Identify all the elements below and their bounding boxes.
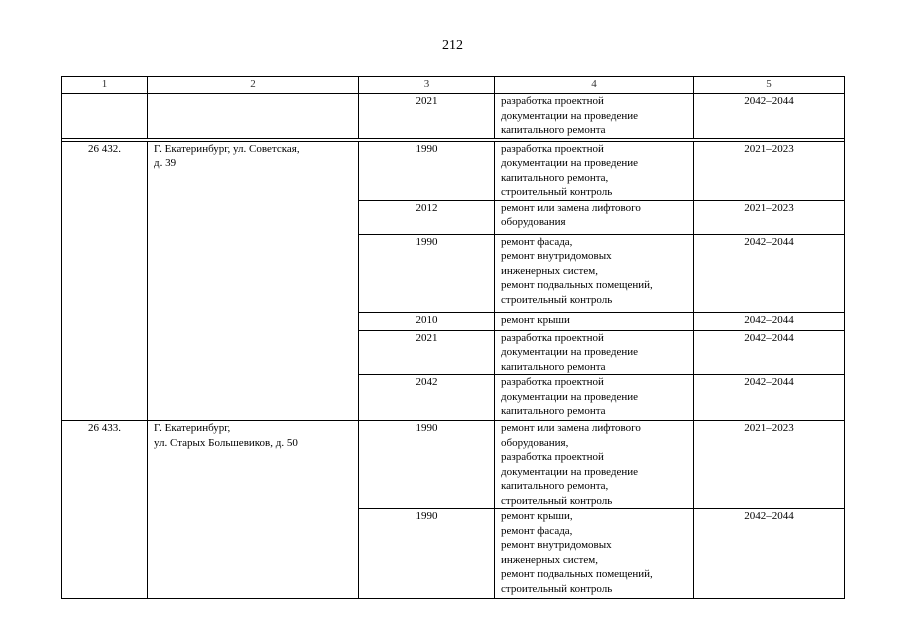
work-type-cell: разработка проектной документации на проведение капитального ремонта [495, 330, 694, 375]
object-number-cell: 26 432. [62, 141, 148, 421]
repair-schedule-table [61, 76, 845, 599]
period-cell: 2042–2044 [694, 94, 845, 139]
year-cell: 1990 [359, 234, 495, 312]
header-cell: 3 [359, 77, 495, 94]
period-cell: 2021–2023 [694, 421, 845, 509]
work-type-cell: разработка проектной документации на проведение капитального ремонта [495, 94, 694, 139]
work-type-cell: ремонт или замена лифтового оборудования [495, 200, 694, 234]
work-type-cell: ремонт крыши, ремонт фасада, ремонт внутридомовых инженерных систем, ремонт подвальных помещений, строительный контроль [495, 509, 694, 599]
work-type-cell: разработка проектной документации на проведение капитального ремонта, строительный контроль [495, 141, 694, 200]
address-cell: Г. Екатеринбург, ул. Советская, д. 39 [148, 141, 359, 421]
year-cell: 2010 [359, 312, 495, 330]
work-type-cell: ремонт или замена лифтового оборудования, разработка проектной документации на проведение капитального ремонта, строительный контроль [495, 421, 694, 509]
page-number: 212 [442, 38, 463, 53]
header-cell: 1 [62, 77, 148, 94]
table-row [62, 141, 845, 200]
header-cell: 4 [495, 77, 694, 94]
table-header-row [62, 77, 845, 94]
table-row [62, 421, 845, 509]
year-cell: 2021 [359, 330, 495, 375]
period-cell: 2021–2023 [694, 141, 845, 200]
header-cell: 5 [694, 77, 845, 94]
period-cell: 2042–2044 [694, 312, 845, 330]
period-cell: 2042–2044 [694, 509, 845, 599]
address-cell [148, 94, 359, 139]
work-type-cell: ремонт крыши [495, 312, 694, 330]
period-cell: 2042–2044 [694, 375, 845, 421]
period-cell: 2021–2023 [694, 200, 845, 234]
period-cell: 2042–2044 [694, 330, 845, 375]
header-cell: 2 [148, 77, 359, 94]
work-type-cell: разработка проектной документации на проведение капитального ремонта [495, 375, 694, 421]
year-cell: 2012 [359, 200, 495, 234]
year-cell: 2021 [359, 94, 495, 139]
year-cell: 1990 [359, 421, 495, 509]
period-cell: 2042–2044 [694, 234, 845, 312]
object-number-cell: 26 433. [62, 421, 148, 599]
year-cell: 1990 [359, 509, 495, 599]
year-cell: 1990 [359, 141, 495, 200]
object-number-cell [62, 94, 148, 139]
work-type-cell: ремонт фасада, ремонт внутридомовых инженерных систем, ремонт подвальных помещений, строительный контроль [495, 234, 694, 312]
year-cell: 2042 [359, 375, 495, 421]
table-row [62, 94, 845, 139]
address-cell: Г. Екатеринбург, ул. Старых Большевиков, д. 50 [148, 421, 359, 599]
